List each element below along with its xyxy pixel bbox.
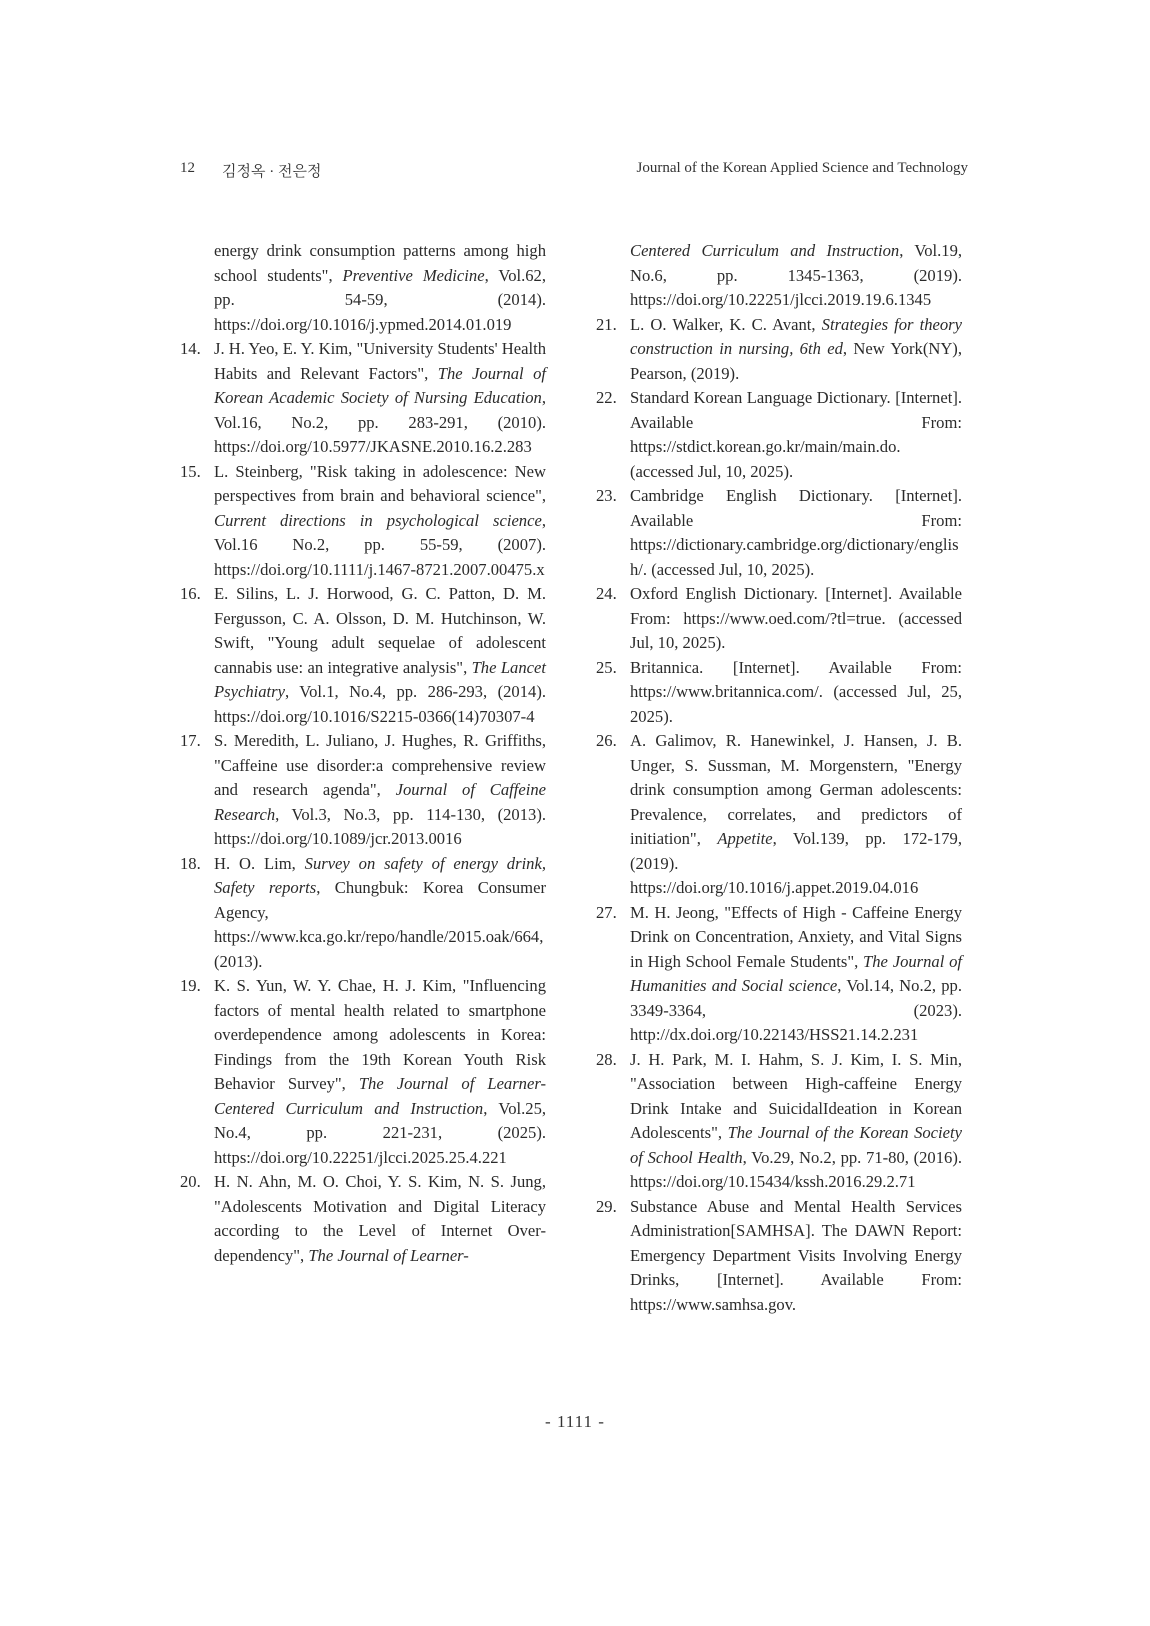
reference-number: 21. [596,314,617,334]
reference-text-segment: L. O. Walker, K. C. Avant, [630,314,822,334]
reference-entry [596,901,962,1048]
reference-text-segment: E. Silins, L. J. Horwood, G. C. Patton, D. M. Fergusson, C. A. Olsson, D. M. Hutchinson, W. Swift, "Young adult sequelae of adolescent cannabis use: an integrative analysis", [214,584,546,677]
reference-source-title: The Journal of Learner- [308,1245,469,1265]
reference-text-segment: L. Steinberg, "Risk taking in adolescence: New perspectives from brain and behavioral science", [214,461,546,505]
reference-number: 15. [180,461,201,481]
reference-number: 25. [596,657,617,677]
reference-text [214,337,546,460]
reference-entry [596,386,962,484]
reference-text-segment: H. O. Lim, [214,853,305,873]
page-footer: - 1111 - [545,1412,605,1431]
reference-text-segment: S. Meredith, L. Juliano, J. Hughes, R. Griffiths, "Caffeine use disorder:a comprehensive review and research agenda", [214,731,546,799]
reference-entry [596,484,962,582]
reference-number: 19. [180,976,201,995]
reference-entry [596,729,962,901]
reference-text-segment: Substance Abuse and Mental Health Services Administration[SAMHSA]. The DAWN Report: Emergency Department Visits Involving Energy Drinks, [Internet]. Available From: https://www.samhsa.gov. [630,1196,962,1314]
reference-text [214,1170,546,1268]
reference-source-title: The Journal of the Korean Society of School Health [630,1123,962,1167]
reference-text-segment: M. H. Jeong, "Effects of High - Caffeine Energy Drink on Concentration, Anxiety, and Vital Signs in High School Female Students", [630,902,962,971]
reference-text [214,582,546,729]
reference-text-segment: Standard Korean Language Dictionary. [Internet]. Available From: https://stdict.korean.go.kr/main/main.do. (accessed Jul, 10, 2025). [630,388,962,481]
reference-text-segment: Britannica. [Internet]. Available From: https://www.britannica.com/. (accessed Jul, 25, 2025). [630,657,962,726]
reference-source-title: Current directions in psychological science [214,510,542,530]
reference-text [630,901,962,1048]
reference-text-segment: H. N. Ahn, M. O. Choi, Y. S. Kim, N. S. Jung, "Adolescents Motivation and Digital Literacy according to the Level of Internet Over-dependency", [214,1172,546,1265]
header-authors: 김정옥 · 전은정 [222,164,322,180]
reference-text [630,1048,962,1195]
reference-source-title: Appetite [717,829,773,848]
reference-text-segment: , Vol.3, No.3, pp. 114-130, (2013). https://doi.org/10.1089/jcr.2013.0016 [214,804,546,848]
reference-text [214,729,546,852]
reference-entry [596,1048,962,1195]
reference-text-segment: energy drink consumption patterns among high school students", [214,241,546,285]
reference-source-title: Strategies for theory construction in nursing, 6th ed [630,314,962,358]
reference-entry [180,239,546,337]
reference-text-segment: , New York(NY), Pearson, (2019). [630,339,962,383]
reference-number: 24. [596,584,617,603]
reference-entry [180,460,546,583]
reference-text-segment: , Vol.16 No.2, pp. 55-59, (2007). https://doi.org/10.1111/j.1467-8721.2007.00475.x [214,510,546,579]
reference-text-segment: , Vol.19, No.6, pp. 1345-1363, (2019). https://doi.org/10.22251/jlcci.2019.19.6.1345 [630,241,963,309]
references-right-column [596,239,962,1317]
reference-text-segment: , Chungbuk: Korea Consumer Agency, https://www.kca.go.kr/repo/handle/2015.oak/664, (2013). [214,878,546,971]
reference-text [630,1195,962,1318]
reference-text [630,484,962,582]
references-left-column [180,239,546,1268]
reference-number: 23. [596,486,617,505]
reference-text-segment: , Vol.139, pp. 172-179, (2019). https://doi.org/10.1016/j.appet.2019.04.016 [630,829,962,897]
reference-source-title: Centered Curriculum and Instruction [630,241,900,260]
reference-entry [596,582,962,656]
reference-text [214,852,546,975]
reference-number: 27. [596,902,617,922]
reference-text [214,460,546,583]
reference-text-segment: A. Galimov, R. Hanewinkel, J. Hansen, J. B. Unger, S. Sussman, M. Morgenstern, "Energy drink consumption among German adolescents: Prevalence, correlates, and predictors of initiation", [630,731,962,848]
reference-entry [180,337,546,460]
reference-text-segment: , Vo.29, No.2, pp. 71-80, (2016). https://doi.org/10.15434/kssh.2016.29.2.71 [630,1147,962,1191]
reference-entry [596,1195,962,1318]
running-header [180,160,968,184]
reference-text-segment: , Vol.1, No.4, pp. 286-293, (2014). https://doi.org/10.1016/S2215-0366(14)70307-4 [214,682,546,726]
reference-text-segment: , Vol.25, No.4, pp. 221-231, (2025). https://doi.org/10.22251/jlcci.2025.25.4.221 [214,1098,547,1167]
reference-text-segment: , Vol.62, pp. 54-59, (2014). https://doi.org/10.1016/j.ypmed.2014.01.019 [214,265,547,334]
reference-entry [180,852,546,975]
reference-text-segment: , Vol.16, No.2, pp. 283-291, (2010). https://doi.org/10.5977/JKASNE.2010.16.2.283 [214,388,546,456]
reference-text-segment: J. H. Yeo, E. Y. Kim, "University Students' Health Habits and Relevant Factors", [214,339,546,383]
reference-entry [596,313,962,387]
reference-text [630,239,962,313]
page-number: 12 [180,160,195,176]
reference-text [214,239,546,337]
reference-source-title: The Lancet Psychiatry [214,657,546,701]
reference-number: 14. [180,339,201,358]
reference-number: 29. [596,1196,617,1216]
reference-source-title: Survey on safety of energy drink, Safety reports [214,853,546,897]
reference-text-segment: , Vol.14, No.2, pp. 3349-3364, (2023). http://dx.doi.org/10.22143/HSS21.14.2.231 [630,976,962,1044]
reference-text-segment: J. H. Park, M. I. Hahm, S. J. Kim, I. S. Min, "Association between High-caffeine Energy Drink Intake and SuicidalIdeation in Korean Adolescents", [630,1049,962,1142]
reference-source-title: Preventive Medicine [342,265,485,285]
reference-text [630,729,962,901]
reference-text-segment: K. S. Yun, W. Y. Chae, H. J. Kim, "Influencing factors of mental health related to smartphone overdependence among adolescents in Korea: Findings from the 19th Korean Youth Risk Behavior Survey", [214,976,546,1093]
reference-text [214,974,546,1170]
reference-entry [180,974,546,1170]
reference-number: 16. [180,584,201,603]
reference-entry [596,656,962,730]
reference-text [630,582,962,656]
reference-entry [180,729,546,852]
reference-source-title: The Journal of Learner-Centered Curriculum and Instruction [214,1074,546,1118]
reference-text [630,313,962,387]
reference-source-title: Journal of Caffeine Research [214,780,546,824]
reference-number: 20. [180,1172,201,1191]
reference-number: 18. [180,853,201,873]
reference-entry [596,239,962,313]
reference-source-title: The Journal of Humanities and Social science [630,951,963,995]
reference-text [630,386,962,484]
reference-text-segment: Cambridge English Dictionary. [Internet]. Available From: https://dictionary.cambridge.org/dictionary/english/. (accessed Jul, 10, 2025). [630,486,962,579]
reference-number: 28. [596,1049,617,1069]
reference-entry [180,582,546,729]
reference-text [630,656,962,730]
journal-title: Journal of the Korean Applied Science and Technology [636,160,968,176]
reference-text-segment: Oxford English Dictionary. [Internet]. Available From: https://www.oed.com/?tl=true. (accessed Jul, 10, 2025). [630,584,962,652]
reference-number: 22. [596,388,617,407]
reference-number: 26. [596,731,617,750]
reference-entry [180,1170,546,1268]
reference-number: 17. [180,731,201,750]
reference-source-title: The Journal of Korean Academic Society of Nursing Education [214,363,546,407]
